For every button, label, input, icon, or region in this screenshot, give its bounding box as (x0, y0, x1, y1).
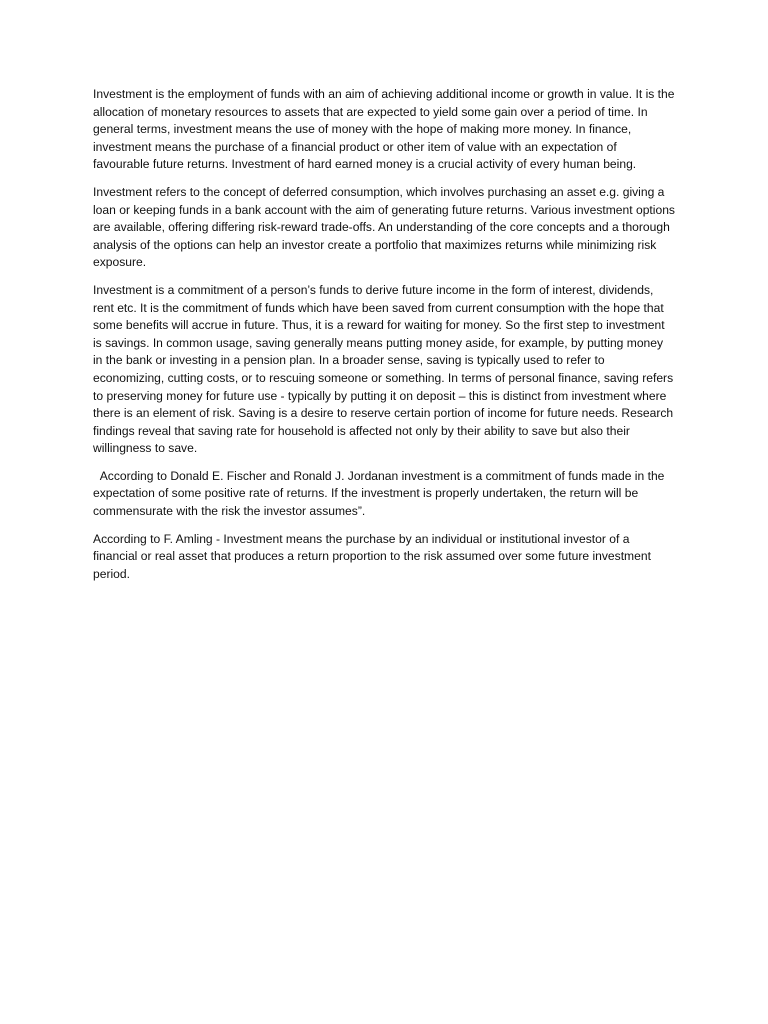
paragraph-fischer-jordan-quote: According to Donald E. Fischer and Ronald J. Jordanan investment is a commitment of funds made in the expectation of some positive rate of returns. If the investment is properly undertaken, the return will be commensurate with the risk the investor assumes”. (93, 468, 668, 519)
document-body (93, 86, 675, 593)
paragraph-investment-definition: Investment is the employment of funds with an aim of achieving additional income or growth in value. It is the allocation of monetary resources to assets that are expected to yield some gain over a period of time. In general terms, investment means the use of money with the hope of making more money. In finance, investment means the purchase of a financial product or other item of value with an expectation of favourable future returns. Investment of hard earned money is a crucial activity of every human being. (93, 87, 675, 172)
paragraph-amling-quote: According to F. Amling - Investment means the purchase by an individual or institutional investor of a financial or real asset that produces a return proportion to the risk assumed over some future investment period. (93, 531, 651, 581)
paragraph-commitment-and-savings: Investment is a commitment of a person’s funds to derive future income in the form of interest, dividends, rent etc. It is the commitment of funds which have been saved from current consumption with the hope that some benefits will accrue in future. Thus, it is a reward for waiting for money. So the first step to investment is savings. In common usage, saving generally means putting money aside, for example, by putting money in the bank or investing in a pension plan. In a broader sense, saving is typically used to refer to economizing, cutting costs, or to rescuing someone or something. In terms of personal finance, saving refers to preserving money for future use - typically by putting it on deposit – this is distinct from investment where there is an element of risk. Saving is a desire to reserve certain portion of income for future needs. Research findings reveal that saving rate for household is affected not only by their ability to save but also their willingness to save. (93, 282, 674, 456)
paragraph-deferred-consumption: Investment refers to the concept of deferred consumption, which involves purchasing an asset e.g. giving a loan or keeping funds in a bank account with the aim of generating future returns. Various investment options are available, offering differing risk-reward trade-offs. An understanding of the core concepts and a thorough analysis of the options can help an investor create a portfolio that maximizes returns while minimizing risk exposure. (93, 184, 675, 270)
